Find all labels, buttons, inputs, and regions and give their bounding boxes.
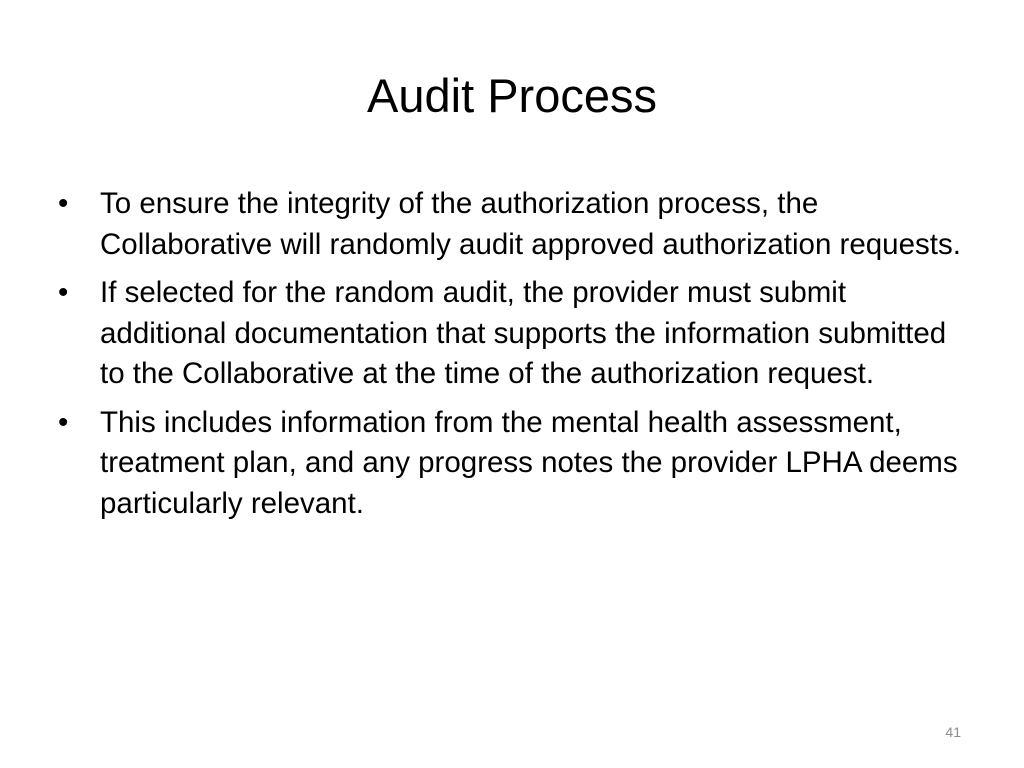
slide-title: Audit Process bbox=[367, 69, 657, 122]
bullet-icon: • bbox=[58, 405, 69, 439]
bullet-text: If selected for the random audit, the provider must submit additional documentation that supports the information submitted to the Collaborative at the time of the authorization request. bbox=[100, 276, 947, 390]
bullet-icon: • bbox=[58, 187, 69, 220]
bullet-text: To ensure the integrity of the authorization process, the Collaborative will randomly audit approved authorization requests. bbox=[100, 187, 961, 261]
bullet-list bbox=[58, 184, 963, 532]
bullet-item bbox=[58, 184, 963, 265]
bullet-item bbox=[58, 273, 963, 395]
bullet-text: This includes information from the mental health assessment, treatment plan, and any progress notes the provider LPHA deems particularly relevant. bbox=[100, 405, 958, 520]
bullet-icon: • bbox=[58, 276, 69, 309]
bullet-item bbox=[58, 403, 963, 525]
slide-number: 41 bbox=[945, 724, 961, 740]
